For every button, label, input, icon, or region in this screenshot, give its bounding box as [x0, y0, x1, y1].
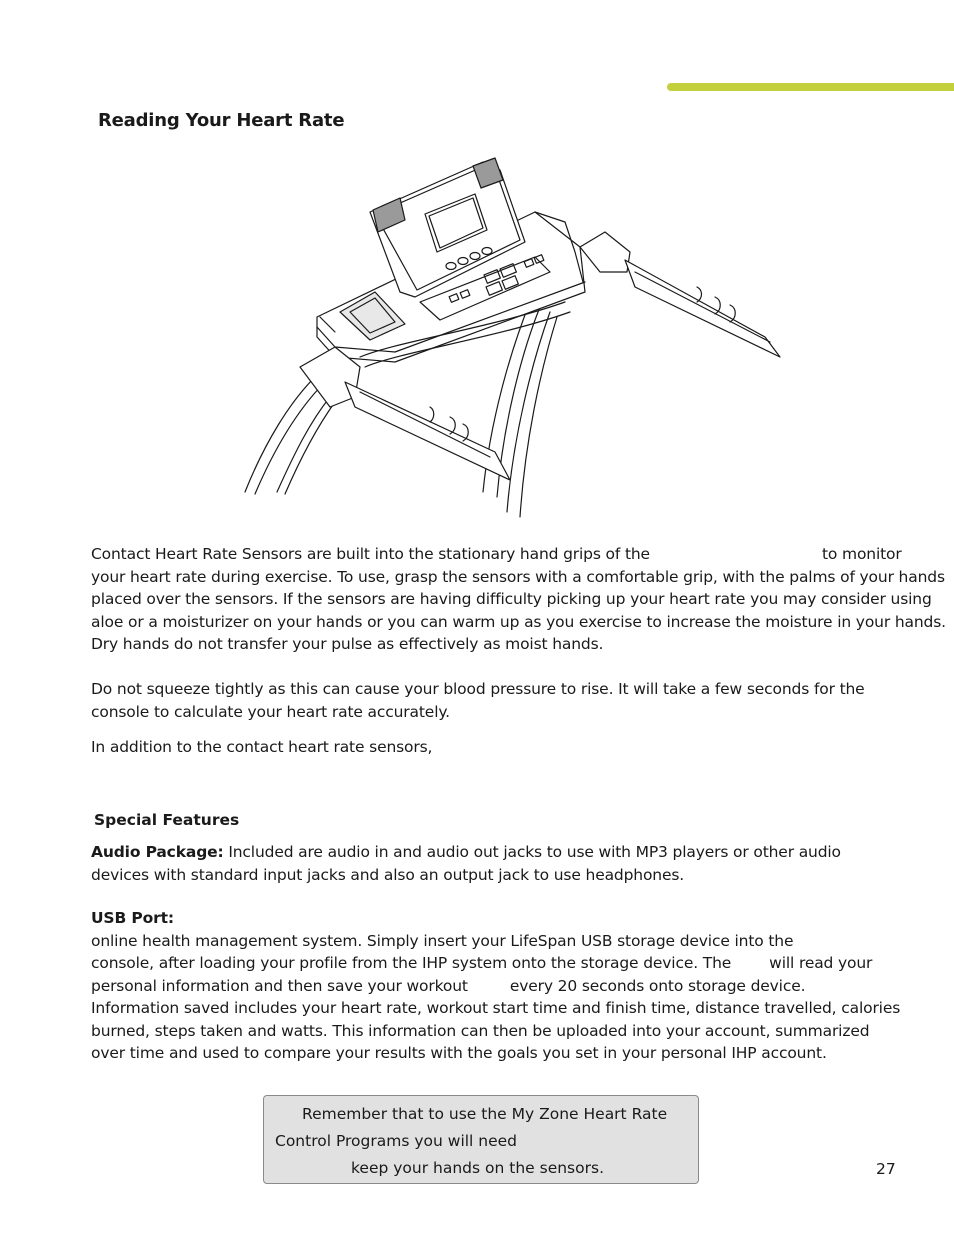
note-line-2: Control Programs you will need [275, 1132, 518, 1150]
intro-line-2: your heart rate during exercise. To use, grasp the sensors with a comfortable grip, with the palms of your hands [91, 567, 945, 586]
squeeze-paragraph [91, 678, 931, 723]
intro-line-1a: Contact Heart Rate Sensors are built into the stationary hand grips of the [91, 545, 650, 563]
audio-package-label: Audio Package: [91, 843, 224, 861]
usb-line-1: online health management system. Simply insert your LifeSpan USB storage device into the [91, 931, 794, 950]
usb-line-5: burned, steps taken and watts. This information can then be uploaded into your account, summarized [91, 1021, 870, 1040]
usb-port-paragraph [91, 907, 931, 1065]
note-line-1: Remember that to use the My Zone Heart Rate [302, 1105, 668, 1123]
page-number: 27 [876, 1160, 896, 1178]
intro-line-3: placed over the sensors. If the sensors are having difficulty picking up your heart rate you may consider using [91, 590, 932, 608]
usb-line-3a: personal information and then save your workout [91, 976, 468, 995]
special-features-title: Special Features [94, 811, 240, 829]
squeeze-line-2: console to calculate your heart rate accurately. [91, 702, 450, 721]
note-box [263, 1095, 699, 1184]
accent-bar [667, 83, 954, 91]
usb-line-4: Information saved includes your heart rate, workout start time and finish time, distance travelled, calories [91, 999, 901, 1017]
audio-line-1: Included are audio in and audio out jacks to use with MP3 players or other audio [223, 843, 841, 861]
usb-line-2b: will read your [769, 954, 873, 972]
intro-line-1b: to monitor [821, 545, 902, 563]
usb-line-6: over time and used to compare your results with the goals you set in your personal IHP account. [91, 1044, 827, 1062]
squeeze-line-1: Do not squeeze tightly as this can cause your blood pressure to rise. It will take a few seconds for the [91, 680, 865, 698]
usb-line-3b: every 20 seconds onto storage device. [509, 976, 806, 995]
intro-line-4: aloe or a moisturizer on your hands or you can warm up as you exercise to increase the moisture in your hands. [91, 612, 946, 631]
intro-line-5: Dry hands do not transfer your pulse as effectively as moist hands. [91, 635, 604, 653]
addition-paragraph: In addition to the contact heart rate sensors, [91, 738, 433, 756]
note-line-3: keep your hands on the sensors. [351, 1159, 604, 1177]
audio-line-2: devices with standard input jacks and also an output jack to use headphones. [91, 865, 685, 884]
usb-line-2a: console, after loading your profile from the IHP system onto the storage device. The [91, 954, 732, 972]
intro-paragraph [91, 543, 946, 656]
page-title: Reading Your Heart Rate [98, 110, 345, 131]
usb-port-label: USB Port: [91, 909, 174, 927]
audio-package-paragraph [91, 841, 931, 886]
treadmill-console-illustration [235, 152, 795, 527]
